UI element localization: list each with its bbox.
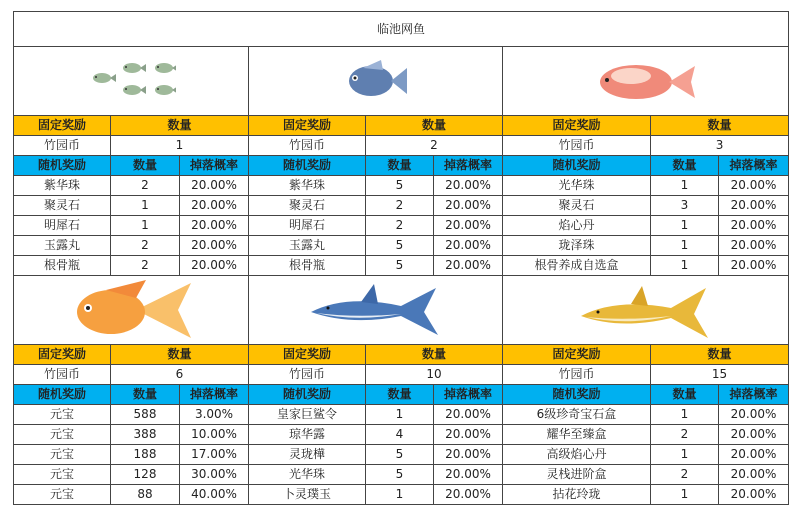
drop-rate: 20.00% bbox=[434, 216, 503, 236]
drop-rate: 20.00% bbox=[434, 196, 503, 216]
fixed-reward-qty: 2 bbox=[366, 136, 503, 156]
fixed-reward-qty: 10 bbox=[366, 365, 503, 385]
header-fixed-reward: 固定奖励 bbox=[14, 345, 111, 365]
reward-qty: 1 bbox=[651, 405, 719, 425]
header-quantity: 数量 bbox=[111, 345, 249, 365]
drop-rate: 20.00% bbox=[434, 465, 503, 485]
fishing-reward-table bbox=[13, 11, 789, 505]
reward-item: 耀华至臻盒 bbox=[503, 425, 651, 445]
reward-item: 明犀石 bbox=[249, 216, 366, 236]
reward-item: 高级焰心丹 bbox=[503, 445, 651, 465]
drop-rate: 20.00% bbox=[719, 216, 789, 236]
reward-item: 卜灵璞玉 bbox=[249, 485, 366, 505]
fixed-reward-item: 竹园币 bbox=[14, 136, 111, 156]
table-row bbox=[14, 236, 789, 256]
reward-qty: 5 bbox=[366, 236, 434, 256]
reward-qty: 1 bbox=[111, 196, 180, 216]
header-quantity: 数量 bbox=[651, 116, 789, 136]
header-drop-rate: 掉落概率 bbox=[719, 385, 789, 405]
drop-rate: 20.00% bbox=[434, 405, 503, 425]
fixed-reward-qty: 6 bbox=[111, 365, 249, 385]
reward-qty: 5 bbox=[366, 465, 434, 485]
reward-qty: 2 bbox=[111, 176, 180, 196]
fixed-reward-row bbox=[14, 136, 789, 156]
drop-rate: 20.00% bbox=[719, 405, 789, 425]
reward-qty: 5 bbox=[366, 445, 434, 465]
table-title: 临池网鱼 bbox=[14, 12, 789, 47]
reward-item: 灵栈进阶盒 bbox=[503, 465, 651, 485]
fish-image-cell bbox=[249, 276, 503, 345]
reward-qty: 388 bbox=[111, 425, 180, 445]
reward-qty: 1 bbox=[651, 485, 719, 505]
fish-image-row bbox=[14, 47, 789, 116]
drop-rate: 20.00% bbox=[719, 196, 789, 216]
header-random-reward: 随机奖励 bbox=[249, 385, 366, 405]
reward-qty: 2 bbox=[111, 256, 180, 276]
reward-qty: 5 bbox=[366, 256, 434, 276]
drop-rate: 20.00% bbox=[434, 485, 503, 505]
table-row bbox=[14, 445, 789, 465]
reward-qty: 2 bbox=[651, 425, 719, 445]
reward-item: 元宝 bbox=[14, 485, 111, 505]
random-reward-header-row bbox=[14, 156, 789, 176]
fish-image-cell bbox=[14, 47, 249, 116]
header-fixed-reward: 固定奖励 bbox=[503, 116, 651, 136]
drop-rate: 20.00% bbox=[434, 425, 503, 445]
table-row bbox=[14, 485, 789, 505]
fixed-reward-qty: 3 bbox=[651, 136, 789, 156]
reward-qty: 2 bbox=[366, 196, 434, 216]
drop-rate: 20.00% bbox=[719, 236, 789, 256]
reward-qty: 1 bbox=[651, 445, 719, 465]
reward-qty: 1 bbox=[651, 236, 719, 256]
header-quantity: 数量 bbox=[366, 385, 434, 405]
fixed-reward-qty: 1 bbox=[111, 136, 249, 156]
reward-item: 根骨瓶 bbox=[249, 256, 366, 276]
drop-rate: 20.00% bbox=[180, 236, 249, 256]
header-drop-rate: 掉落概率 bbox=[434, 156, 503, 176]
reward-item: 元宝 bbox=[14, 465, 111, 485]
header-random-reward: 随机奖励 bbox=[249, 156, 366, 176]
reward-item: 皇家巨鲨令 bbox=[249, 405, 366, 425]
drop-rate: 20.00% bbox=[719, 176, 789, 196]
header-quantity: 数量 bbox=[651, 385, 719, 405]
header-random-reward: 随机奖励 bbox=[503, 385, 651, 405]
drop-rate: 10.00% bbox=[180, 425, 249, 445]
reward-item: 光华珠 bbox=[503, 176, 651, 196]
fixed-reward-item: 竹园币 bbox=[503, 365, 651, 385]
fixed-reward-row bbox=[14, 365, 789, 385]
reward-qty: 1 bbox=[651, 256, 719, 276]
reward-qty: 5 bbox=[366, 176, 434, 196]
reward-qty: 2 bbox=[651, 465, 719, 485]
reward-qty: 88 bbox=[111, 485, 180, 505]
table-row bbox=[14, 196, 789, 216]
fixed-reward-header-row bbox=[14, 116, 789, 136]
table-row bbox=[14, 256, 789, 276]
header-fixed-reward: 固定奖励 bbox=[249, 116, 366, 136]
goldfish-icon bbox=[14, 278, 248, 343]
header-quantity: 数量 bbox=[651, 345, 789, 365]
reward-qty: 1 bbox=[366, 405, 434, 425]
reward-qty: 3 bbox=[651, 196, 719, 216]
reward-item: 根骨瓶 bbox=[14, 256, 111, 276]
fixed-reward-item: 竹园币 bbox=[249, 365, 366, 385]
header-random-reward: 随机奖励 bbox=[503, 156, 651, 176]
drop-rate: 20.00% bbox=[719, 485, 789, 505]
reward-item: 紫华珠 bbox=[249, 176, 366, 196]
gold-shark-icon bbox=[503, 280, 788, 340]
reward-item: 玉露丸 bbox=[249, 236, 366, 256]
reward-item: 元宝 bbox=[14, 425, 111, 445]
drop-rate: 20.00% bbox=[180, 196, 249, 216]
drop-rate: 20.00% bbox=[434, 236, 503, 256]
table-row bbox=[14, 405, 789, 425]
fixed-reward-item: 竹园币 bbox=[14, 365, 111, 385]
reward-item: 拈花玲珑 bbox=[503, 485, 651, 505]
drop-rate: 20.00% bbox=[434, 445, 503, 465]
reward-qty: 1 bbox=[651, 176, 719, 196]
reward-item: 聚灵石 bbox=[14, 196, 111, 216]
drop-rate: 20.00% bbox=[434, 256, 503, 276]
reward-qty: 188 bbox=[111, 445, 180, 465]
reward-qty: 1 bbox=[651, 216, 719, 236]
drop-rate: 40.00% bbox=[180, 485, 249, 505]
koi-fish-icon bbox=[503, 54, 788, 109]
table-row bbox=[14, 176, 789, 196]
reward-item: 元宝 bbox=[14, 405, 111, 425]
reward-item: 紫华珠 bbox=[14, 176, 111, 196]
drop-rate: 20.00% bbox=[434, 176, 503, 196]
reward-item: 灵珑樺 bbox=[249, 445, 366, 465]
header-drop-rate: 掉落概率 bbox=[434, 385, 503, 405]
header-quantity: 数量 bbox=[651, 156, 719, 176]
reward-item: 玉露丸 bbox=[14, 236, 111, 256]
table-row bbox=[14, 425, 789, 445]
drop-rate: 20.00% bbox=[180, 176, 249, 196]
reward-item: 聚灵石 bbox=[249, 196, 366, 216]
header-drop-rate: 掉落概率 bbox=[180, 156, 249, 176]
reward-qty: 588 bbox=[111, 405, 180, 425]
fixed-reward-item: 竹园币 bbox=[249, 136, 366, 156]
header-drop-rate: 掉落概率 bbox=[719, 156, 789, 176]
header-quantity: 数量 bbox=[111, 116, 249, 136]
header-quantity: 数量 bbox=[366, 116, 503, 136]
reward-item: 琼华露 bbox=[249, 425, 366, 445]
reward-item: 6级珍奇宝石盒 bbox=[503, 405, 651, 425]
header-quantity: 数量 bbox=[111, 385, 180, 405]
reward-item: 珑泽珠 bbox=[503, 236, 651, 256]
fish-school-icon bbox=[14, 56, 248, 106]
header-quantity: 数量 bbox=[366, 156, 434, 176]
blue-fish-icon bbox=[249, 56, 502, 106]
random-reward-header-row bbox=[14, 385, 789, 405]
reward-item: 根骨养成自选盒 bbox=[503, 256, 651, 276]
reward-item: 明犀石 bbox=[14, 216, 111, 236]
fixed-reward-item: 竹园币 bbox=[503, 136, 651, 156]
drop-rate: 20.00% bbox=[180, 216, 249, 236]
reward-qty: 2 bbox=[366, 216, 434, 236]
fixed-reward-qty: 15 bbox=[651, 365, 789, 385]
drop-rate: 17.00% bbox=[180, 445, 249, 465]
header-fixed-reward: 固定奖励 bbox=[249, 345, 366, 365]
header-drop-rate: 掉落概率 bbox=[180, 385, 249, 405]
reward-item: 光华珠 bbox=[249, 465, 366, 485]
drop-rate: 20.00% bbox=[180, 256, 249, 276]
fish-image-cell bbox=[503, 276, 789, 345]
header-quantity: 数量 bbox=[111, 156, 180, 176]
reward-qty: 4 bbox=[366, 425, 434, 445]
table-row bbox=[14, 216, 789, 236]
table-row bbox=[14, 465, 789, 485]
drop-rate: 3.00% bbox=[180, 405, 249, 425]
fish-image-cell bbox=[14, 276, 249, 345]
header-quantity: 数量 bbox=[366, 345, 503, 365]
header-fixed-reward: 固定奖励 bbox=[14, 116, 111, 136]
reward-qty: 128 bbox=[111, 465, 180, 485]
reward-qty: 1 bbox=[111, 216, 180, 236]
reward-item: 聚灵石 bbox=[503, 196, 651, 216]
drop-rate: 20.00% bbox=[719, 425, 789, 445]
drop-rate: 30.00% bbox=[180, 465, 249, 485]
header-random-reward: 随机奖励 bbox=[14, 156, 111, 176]
reward-qty: 1 bbox=[366, 485, 434, 505]
fish-image-cell bbox=[503, 47, 789, 116]
drop-rate: 20.00% bbox=[719, 445, 789, 465]
drop-rate: 20.00% bbox=[719, 256, 789, 276]
fish-image-cell bbox=[249, 47, 503, 116]
reward-item: 元宝 bbox=[14, 445, 111, 465]
fish-image-row bbox=[14, 276, 789, 345]
reward-item: 焰心丹 bbox=[503, 216, 651, 236]
reward-qty: 2 bbox=[111, 236, 180, 256]
header-fixed-reward: 固定奖励 bbox=[503, 345, 651, 365]
fixed-reward-header-row bbox=[14, 345, 789, 365]
drop-rate: 20.00% bbox=[719, 465, 789, 485]
blue-shark-icon bbox=[249, 280, 502, 340]
header-random-reward: 随机奖励 bbox=[14, 385, 111, 405]
